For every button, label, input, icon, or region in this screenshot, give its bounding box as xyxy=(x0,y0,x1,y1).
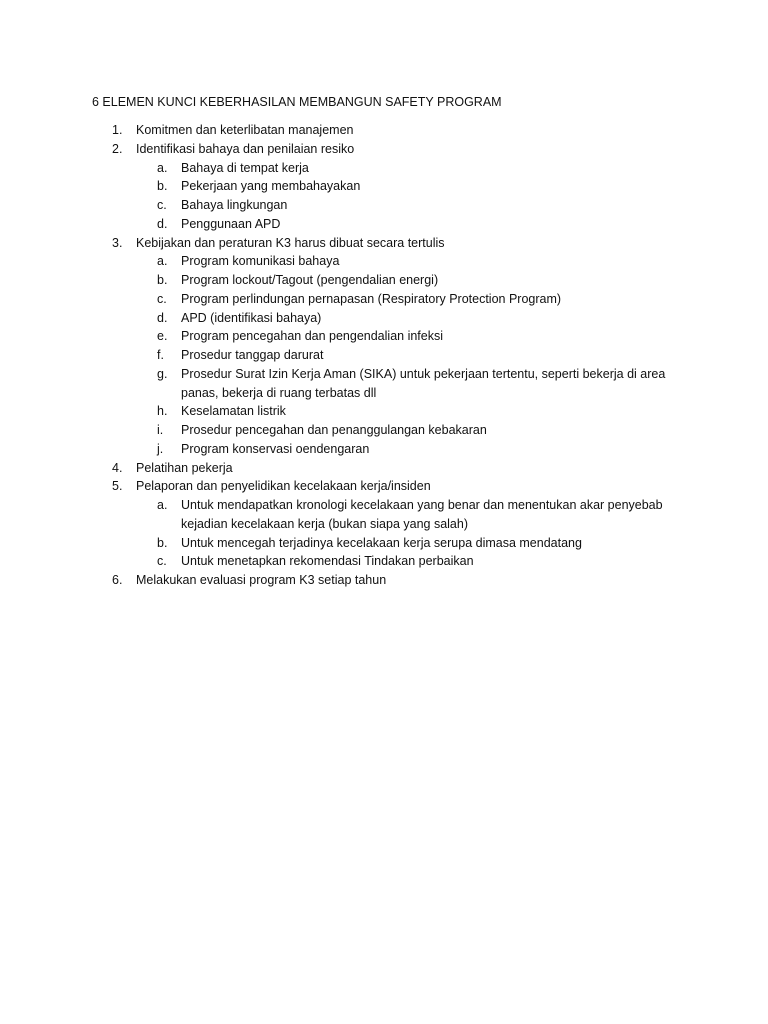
sub-list-item xyxy=(136,552,681,571)
sub-list-item xyxy=(136,440,681,459)
sub-list-item-letter: i. xyxy=(157,423,164,437)
list-item-number: 1. xyxy=(112,123,123,137)
sub-list-item xyxy=(136,421,681,440)
sub-list-item-letter: j. xyxy=(157,441,164,456)
list-item-number: 5. xyxy=(112,479,123,494)
sub-list-item xyxy=(136,365,681,403)
sub-list-item-text: Program perlindungan pernapasan (Respiratory Protection Program) xyxy=(181,291,562,306)
sub-list-item-letter: b. xyxy=(157,273,168,287)
sub-list-item-text: Penggunaan APD xyxy=(181,216,281,231)
sub-list-item-text: Untuk menetapkan rekomendasi Tindakan perbaikan xyxy=(181,554,474,569)
sub-list-item-text: Untuk mendapatkan kronologi kecelakaan yang benar dan menentukan akar penyebab kejadian kecelakaan kerja (bukan siapa yang salah) xyxy=(181,498,663,531)
sub-list xyxy=(136,159,768,234)
sub-list-item-letter: g. xyxy=(157,366,168,381)
list-item-number: 2. xyxy=(112,141,123,156)
list-item-text: Kebijakan dan peraturan K3 harus dibuat secara tertulis xyxy=(136,235,445,250)
sub-list-item-letter: d. xyxy=(157,310,168,325)
list-item-number: 3. xyxy=(112,235,123,250)
sub-list-item xyxy=(136,196,681,215)
sub-list-item-text: Program pencegahan dan pengendalian infeksi xyxy=(181,329,443,344)
list-item-text: Pelatihan pekerja xyxy=(136,460,233,475)
list-item-text: Melakukan evaluasi program K3 setiap tahun xyxy=(136,573,387,587)
sub-list-item-letter: c. xyxy=(157,291,167,306)
sub-list-item-text: Untuk mencegah terjadinya kecelakaan kerja serupa dimasa mendatang xyxy=(181,535,582,550)
sub-list-item-letter: a. xyxy=(157,498,168,512)
list-item-number: 6. xyxy=(112,573,123,587)
list-item xyxy=(0,477,768,571)
sub-list-item xyxy=(136,402,681,421)
sub-list-item xyxy=(136,534,681,553)
list-item xyxy=(0,571,768,590)
list-item-number: 4. xyxy=(112,460,123,475)
sub-list-item xyxy=(136,496,681,534)
sub-list-item-letter: d. xyxy=(157,216,168,231)
sub-list-item-letter: c. xyxy=(157,554,167,569)
sub-list-item-letter: e. xyxy=(157,329,168,344)
sub-list-item-letter: a. xyxy=(157,254,168,269)
sub-list-item xyxy=(136,177,681,196)
sub-list-item-text: Program lockout/Tagout (pengendalian energi) xyxy=(181,273,439,287)
sub-list-item xyxy=(136,159,681,178)
list-item xyxy=(0,459,768,478)
sub-list-item-letter: b. xyxy=(157,535,168,550)
sub-list-item-text: Pekerjaan yang membahayakan xyxy=(181,179,361,194)
list-item xyxy=(0,121,768,140)
sub-list-item-text: Prosedur Surat Izin Kerja Aman (SIKA) untuk pekerjaan tertentu, seperti bekerja di area panas, bekerja di ruang terbatas dll xyxy=(181,366,666,400)
sub-list-item xyxy=(136,271,681,290)
sub-list-item xyxy=(136,309,681,328)
sub-list-item-text: Prosedur pencegahan dan penanggulangan kebakaran xyxy=(181,423,487,437)
sub-list-item-letter: h. xyxy=(157,404,168,419)
sub-list-item xyxy=(136,215,681,234)
sub-list-item-text: Bahaya di tempat kerja xyxy=(181,160,309,175)
sub-list-item-letter: a. xyxy=(157,160,168,175)
sub-list-item-letter: b. xyxy=(157,179,168,194)
sub-list-item-letter: f. xyxy=(157,348,164,362)
sub-list-item-text: Program konservasi oendengaran xyxy=(181,441,370,456)
sub-list-item-text: Keselamatan listrik xyxy=(181,404,286,419)
list-item xyxy=(0,140,768,234)
list-item xyxy=(0,234,768,459)
sub-list-item-text: Prosedur tanggap darurat xyxy=(181,348,324,362)
sub-list-item-letter: c. xyxy=(157,198,167,212)
list-item-text: Pelaporan dan penyelidikan kecelakaan kerja/insiden xyxy=(136,479,431,494)
sub-list-item xyxy=(136,346,681,365)
sub-list-item xyxy=(136,252,681,271)
list-item-text: Komitmen dan keterlibatan manajemen xyxy=(136,123,354,137)
sub-list-item-text: APD (identifikasi bahaya) xyxy=(181,310,322,325)
sub-list-item xyxy=(136,327,681,346)
sub-list-item xyxy=(136,290,681,309)
sub-list-item-text: Bahaya lingkungan xyxy=(181,198,288,212)
document-title: 6 ELEMEN KUNCI KEBERHASILAN MEMBANGUN SAFETY PROGRAM xyxy=(92,95,502,109)
sub-list xyxy=(136,496,768,571)
list-item-text: Identifikasi bahaya dan penilaian resiko xyxy=(136,141,355,156)
sub-list-item-text: Program komunikasi bahaya xyxy=(181,254,340,269)
main-list xyxy=(0,121,768,590)
sub-list xyxy=(136,252,768,458)
